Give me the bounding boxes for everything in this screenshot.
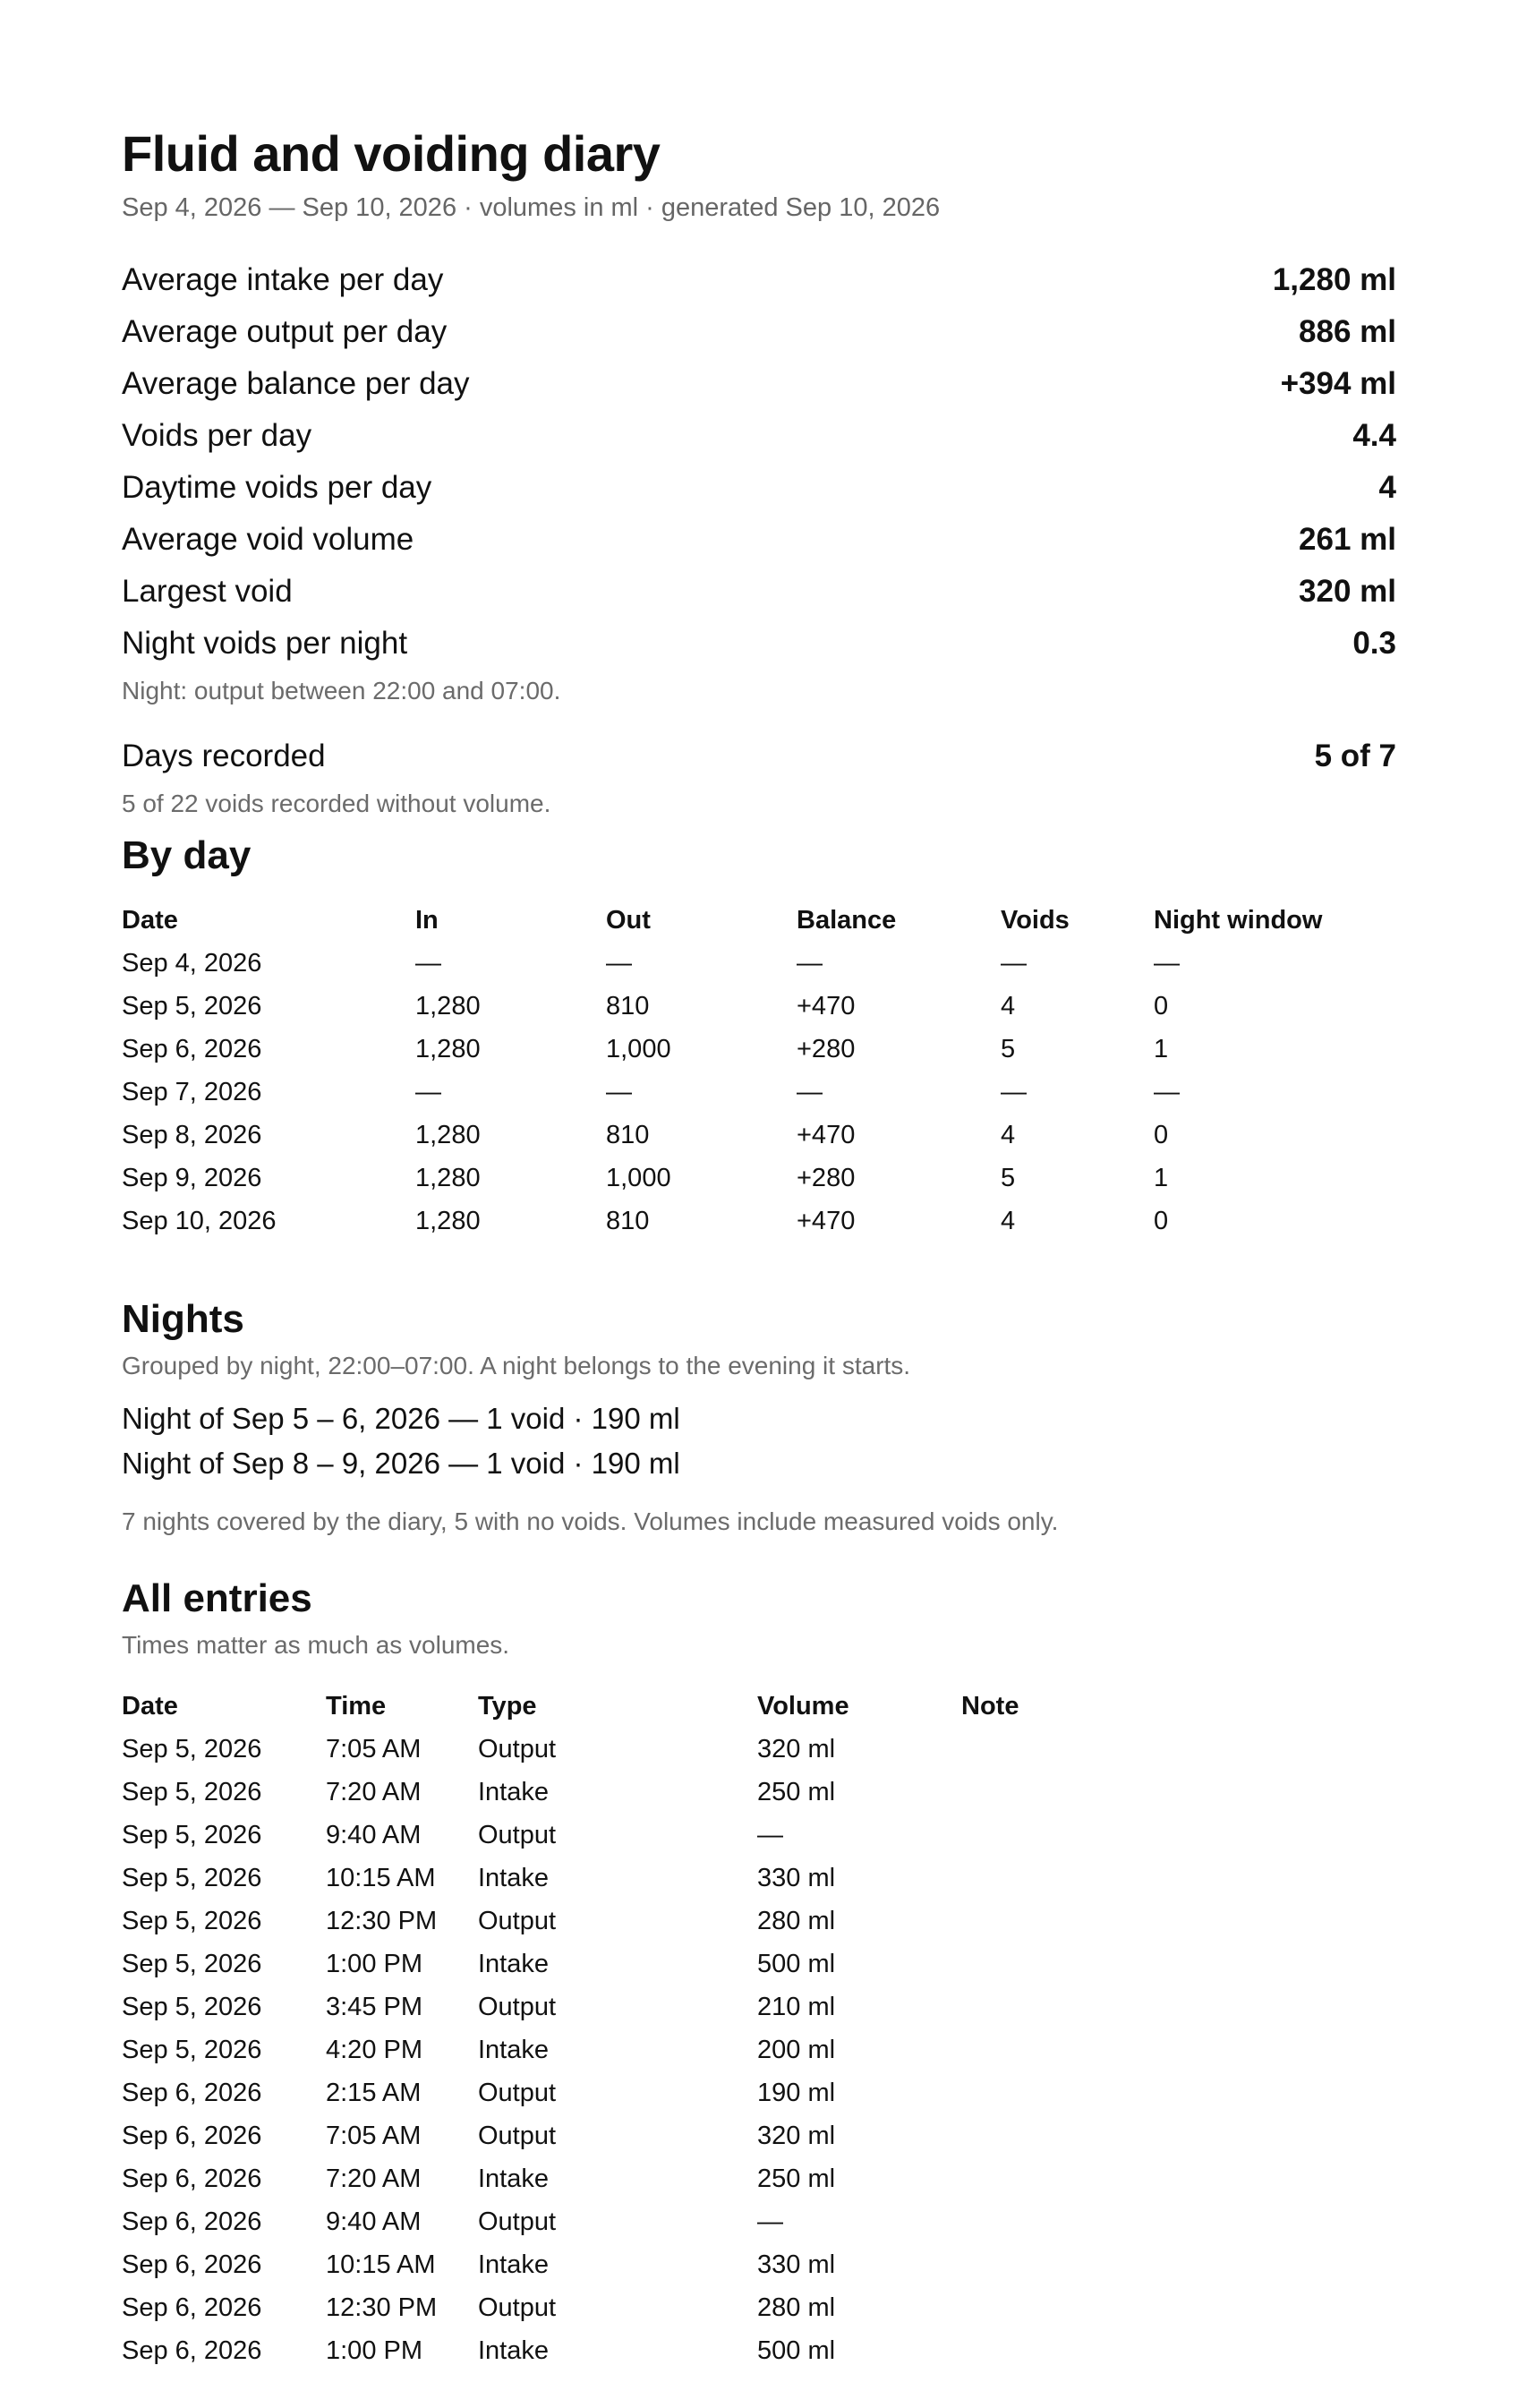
table-cell: 330 ml [757, 2250, 836, 2279]
table-cell [961, 1857, 1230, 1900]
stat-label: Average output per day [122, 314, 448, 349]
nights-section [122, 1294, 1396, 1540]
table-cell: 1,280 [415, 1206, 481, 1235]
table-cell: Sep 10, 2026 [122, 1206, 277, 1235]
table-cell [961, 1728, 1230, 1771]
table-row [122, 2243, 1230, 2286]
stat-label: Average intake per day [122, 262, 444, 297]
table-cell [961, 1943, 1230, 1985]
table-cell [961, 1814, 1230, 1857]
table-cell: Sep 5, 2026 [122, 1906, 262, 1935]
table-cell: — [606, 948, 632, 978]
table-cell: Intake [478, 1949, 549, 1978]
column-header: Type [478, 1691, 537, 1721]
table-cell: +470 [797, 991, 856, 1020]
table-cell: — [797, 948, 823, 978]
table-cell: 810 [606, 1206, 650, 1235]
table-cell: 810 [606, 1120, 650, 1149]
table-cell: 1 [1154, 1034, 1169, 1063]
entries-heading: All entries [122, 1576, 312, 1620]
table-cell: 4 [1001, 1120, 1016, 1149]
night-item: Night of Sep 5 – 6, 2026 — 1 void · 190 ml [122, 1402, 680, 1435]
table-cell: 12:30 PM [326, 1906, 438, 1935]
table-cell: 320 ml [757, 1734, 836, 1763]
nights-list [122, 1396, 1396, 1486]
table-cell: — [757, 2207, 783, 2236]
by-day-heading: By day [122, 833, 252, 877]
table-cell: Sep 6, 2026 [122, 2250, 262, 2279]
column-header: Volume [757, 1691, 849, 1721]
table-row [122, 2200, 1230, 2243]
table-cell: 280 ml [757, 1906, 836, 1935]
table-cell: — [1154, 1077, 1180, 1106]
table-cell [961, 2329, 1230, 2372]
table-cell: 5 [1001, 1163, 1016, 1192]
table-row [122, 2028, 1230, 2071]
table-cell: Sep 5, 2026 [122, 1777, 262, 1806]
table-cell: Sep 6, 2026 [122, 2164, 262, 2193]
by-day-table [122, 899, 1386, 1242]
stat-value: +394 ml [1280, 366, 1396, 401]
table-cell: — [1001, 948, 1027, 978]
volume-note: 5 of 22 voids recorded without volume. [122, 790, 551, 817]
table-cell: +470 [797, 1120, 856, 1149]
table-cell: Sep 5, 2026 [122, 1820, 262, 1849]
column-header: Date [122, 905, 178, 935]
table-row [122, 1985, 1230, 2028]
table-cell: 250 ml [757, 1777, 836, 1806]
table-cell: 10:15 AM [326, 2250, 436, 2279]
stat-value: 1,280 ml [1272, 262, 1396, 297]
stat-value: 886 ml [1299, 314, 1396, 349]
stat-label: Largest void [122, 574, 293, 609]
table-cell [961, 2114, 1230, 2157]
table-cell: +280 [797, 1034, 856, 1063]
entries-description: Times matter as much as volumes. [122, 1631, 510, 1659]
stat-row [122, 514, 1396, 566]
column-header: Night window [1154, 905, 1323, 935]
page-subtitle: Sep 4, 2026 — Sep 10, 2026 · volumes in ml · generated Sep 10, 2026 [122, 193, 941, 222]
table-cell [961, 2243, 1230, 2286]
table-row [122, 1814, 1230, 1857]
table-cell: — [606, 1077, 632, 1106]
table-cell: Output [478, 2121, 557, 2150]
table-cell: 250 ml [757, 2164, 836, 2193]
table-row [122, 1771, 1230, 1814]
table-cell [961, 1900, 1230, 1943]
table-cell: Output [478, 1992, 557, 2021]
table-cell: 280 ml [757, 2293, 836, 2322]
table-cell: — [797, 1077, 823, 1106]
column-header: Balance [797, 905, 897, 935]
table-cell: Sep 4, 2026 [122, 948, 262, 978]
table-cell: 7:20 AM [326, 1777, 422, 1806]
column-header: Note [961, 1691, 1019, 1721]
table-cell: 7:05 AM [326, 1734, 422, 1763]
stat-value: 0.3 [1352, 626, 1396, 661]
table-cell: Sep 6, 2026 [122, 2078, 262, 2107]
table-row [122, 1900, 1230, 1943]
table-cell: Sep 6, 2026 [122, 2121, 262, 2150]
table-cell: +280 [797, 1163, 856, 1192]
entries-section [122, 1574, 1396, 2372]
table-cell: 1:00 PM [326, 2335, 422, 2365]
stat-row [122, 462, 1396, 514]
table-cell: Intake [478, 2335, 549, 2365]
table-cell [961, 2028, 1230, 2071]
table-row [122, 1157, 1386, 1200]
table-cell: 10:15 AM [326, 1863, 436, 1892]
table-cell: 0 [1154, 991, 1169, 1020]
night-definition-note: Night: output between 22:00 and 07:00. [122, 677, 561, 704]
table-cell: Sep 5, 2026 [122, 2035, 262, 2064]
table-cell: 500 ml [757, 1949, 836, 1978]
table-cell: 0 [1154, 1120, 1169, 1149]
table-cell: 4:20 PM [326, 2035, 422, 2064]
column-header: Out [606, 905, 651, 935]
stat-value: 5 of 7 [1314, 739, 1396, 773]
table-cell: Sep 6, 2026 [122, 2293, 262, 2322]
table-cell: Sep 5, 2026 [122, 1992, 262, 2021]
table-cell: 500 ml [757, 2335, 836, 2365]
table-cell: Intake [478, 2250, 549, 2279]
table-cell: 200 ml [757, 2035, 836, 2064]
table-cell: 190 ml [757, 2078, 836, 2107]
table-cell: 9:40 AM [326, 2207, 422, 2236]
stat-row [122, 358, 1396, 410]
table-cell: 320 ml [757, 2121, 836, 2150]
table-cell: Output [478, 1734, 557, 1763]
stat-label: Daytime voids per day [122, 470, 432, 505]
table-cell: 12:30 PM [326, 2293, 438, 2322]
column-header: Voids [1001, 905, 1070, 935]
stat-label: Days recorded [122, 739, 326, 773]
entries-rows [122, 1728, 1230, 2372]
table-cell: 4 [1001, 991, 1016, 1020]
stat-value: 261 ml [1299, 522, 1396, 557]
table-cell: +470 [797, 1206, 856, 1235]
stat-label: Voids per day [122, 418, 312, 453]
stat-row [122, 566, 1396, 618]
table-cell: 7:05 AM [326, 2121, 422, 2150]
stat-label: Average void volume [122, 522, 414, 557]
table-row [122, 985, 1386, 1028]
table-cell: 210 ml [757, 1992, 836, 2021]
table-cell: Output [478, 2293, 557, 2322]
entries-table [122, 1685, 1230, 2372]
table-row [122, 2157, 1230, 2200]
table-cell: 0 [1154, 1206, 1169, 1235]
table-row [122, 2286, 1230, 2329]
night-item: Night of Sep 8 – 9, 2026 — 1 void · 190 ml [122, 1447, 680, 1480]
table-row [122, 1728, 1230, 1771]
stat-value: 4 [1378, 470, 1396, 505]
table-header-row [122, 899, 1386, 942]
table-row [122, 2114, 1230, 2157]
table-cell: Sep 5, 2026 [122, 1863, 262, 1892]
table-header-row [122, 1685, 1230, 1728]
table-cell: Sep 7, 2026 [122, 1077, 262, 1106]
stat-row [122, 306, 1396, 358]
table-row [122, 1200, 1386, 1242]
table-cell: Intake [478, 2035, 549, 2064]
table-cell: 9:40 AM [326, 1820, 422, 1849]
page-title: Fluid and voiding diary [122, 125, 661, 182]
table-cell: Sep 5, 2026 [122, 991, 262, 1020]
table-cell: Sep 5, 2026 [122, 1949, 262, 1978]
table-cell: 1,280 [415, 991, 481, 1020]
table-cell: — [1154, 948, 1180, 978]
table-row [122, 1028, 1386, 1071]
table-cell: 1,280 [415, 1120, 481, 1149]
table-row [122, 1857, 1230, 1900]
table-cell: Sep 9, 2026 [122, 1163, 262, 1192]
table-cell: 7:20 AM [326, 2164, 422, 2193]
table-cell: 1:00 PM [326, 1949, 422, 1978]
table-cell: Intake [478, 2164, 549, 2193]
table-row [122, 1114, 1386, 1157]
table-cell: 5 [1001, 1034, 1016, 1063]
column-header: Date [122, 1691, 178, 1721]
table-cell: Intake [478, 1777, 549, 1806]
table-cell: 3:45 PM [326, 1992, 422, 2021]
days-recorded-row [122, 730, 1396, 782]
table-cell: 1,280 [415, 1034, 481, 1063]
table-row [122, 942, 1386, 985]
table-cell: 1,000 [606, 1163, 671, 1192]
table-cell [961, 2200, 1230, 2243]
stat-label: Average balance per day [122, 366, 470, 401]
table-cell: — [1001, 1077, 1027, 1106]
nights-heading: Nights [122, 1297, 244, 1341]
table-row [122, 2329, 1230, 2372]
table-cell: Intake [478, 1863, 549, 1892]
table-cell [961, 2286, 1230, 2329]
table-cell: — [757, 1820, 783, 1849]
table-row [122, 1943, 1230, 1985]
by-day-rows [122, 942, 1386, 1242]
stat-row [122, 254, 1396, 306]
table-cell: 4 [1001, 1206, 1016, 1235]
table-cell: Output [478, 1906, 557, 1935]
table-cell: — [415, 1077, 441, 1106]
table-row [122, 2071, 1230, 2114]
table-cell: Sep 8, 2026 [122, 1120, 262, 1149]
table-cell: 1,000 [606, 1034, 671, 1063]
table-cell: 1 [1154, 1163, 1169, 1192]
table-cell: Sep 6, 2026 [122, 1034, 262, 1063]
table-cell [961, 2157, 1230, 2200]
column-header: In [415, 905, 439, 935]
table-cell: 810 [606, 991, 650, 1020]
table-row [122, 1071, 1386, 1114]
nights-description: Grouped by night, 22:00–07:00. A night belongs to the evening it starts. [122, 1352, 911, 1379]
stat-row [122, 618, 1396, 670]
table-cell: 2:15 AM [326, 2078, 422, 2107]
summary-stats [122, 254, 1396, 822]
table-cell: 1,280 [415, 1163, 481, 1192]
table-cell: — [415, 948, 441, 978]
column-header: Time [326, 1691, 387, 1721]
nights-footnote: 7 nights covered by the diary, 5 with no voids. Volumes include measured voids only. [122, 1507, 1059, 1535]
table-cell: Sep 6, 2026 [122, 2207, 262, 2236]
stat-value: 320 ml [1299, 574, 1396, 609]
table-cell: 330 ml [757, 1863, 836, 1892]
table-cell: Sep 5, 2026 [122, 1734, 262, 1763]
table-cell [961, 1985, 1230, 2028]
table-cell: Output [478, 2078, 557, 2107]
table-cell [961, 1771, 1230, 1814]
stat-label: Night voids per night [122, 626, 408, 661]
table-cell: Sep 6, 2026 [122, 2335, 262, 2365]
table-cell: Output [478, 2207, 557, 2236]
table-cell: Output [478, 1820, 557, 1849]
stat-value: 4.4 [1352, 418, 1396, 453]
stat-row [122, 410, 1396, 462]
table-cell [961, 2071, 1230, 2114]
